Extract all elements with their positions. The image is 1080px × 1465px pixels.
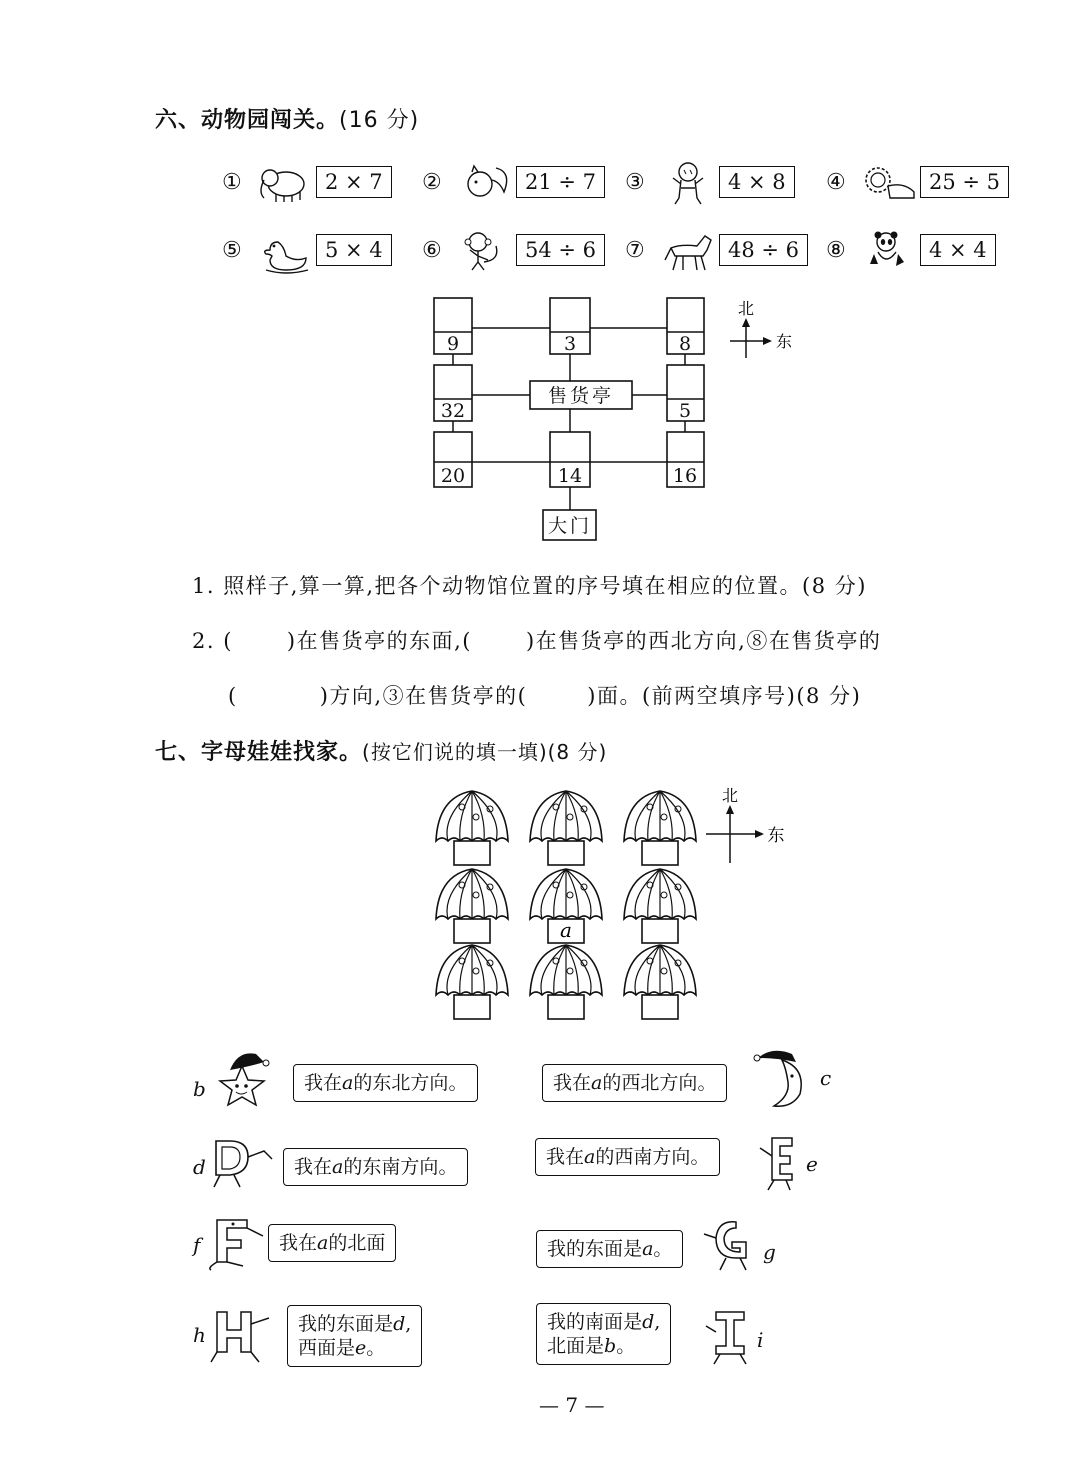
problem-expression: 4 × 8 (719, 166, 795, 198)
letter-c: c (820, 1066, 832, 1090)
problem-item (222, 158, 392, 206)
speech-bubble-e: 我在a的西南方向。 (535, 1138, 720, 1176)
section6-heading (155, 103, 419, 134)
umbrella-house (624, 869, 696, 943)
letter-f-character-icon (203, 1214, 267, 1272)
horse-icon (659, 226, 717, 274)
map-number: 5 (678, 400, 692, 422)
speech-bubble-f: 我在a的北面 (268, 1224, 396, 1262)
section6-title: 六、动物园闯关。 (155, 108, 340, 133)
section7-instruction: (按它们说的填一填)(8 分) (362, 740, 608, 764)
section7-heading (155, 735, 607, 766)
letter-i: i (757, 1328, 764, 1352)
speech-bubble-h: 我的东面是d, 西面是e。 (287, 1305, 422, 1367)
letter-g: g (763, 1240, 776, 1264)
umbrella-house (436, 869, 508, 943)
tiger-icon (659, 158, 717, 206)
monkey-icon (456, 226, 514, 274)
speech-bubble-d: 我在a的东南方向。 (283, 1148, 468, 1186)
problem-number: ② (422, 169, 442, 195)
problem-number: ① (222, 169, 242, 195)
map-number: 14 (557, 465, 583, 487)
problem-item (625, 226, 808, 274)
umbrella-house (624, 791, 696, 865)
question-2-line1: 2. ( )在售货亭的东面,( )在售货亭的西北方向,⑧在售货亭的 (192, 629, 882, 653)
problem-item (625, 158, 795, 206)
map-number: 8 (678, 333, 692, 355)
letter-d-character-icon (208, 1135, 278, 1191)
squirrel-icon (456, 158, 514, 206)
question-1: 1. 照样子,算一算,把各个动物馆位置的序号填在相应的位置。(8 分) (192, 574, 867, 598)
umbrella-house (436, 945, 508, 1019)
moon-with-hat-icon (752, 1046, 818, 1110)
kiosk-label: 售货亭 (547, 385, 615, 407)
letter-e: e (806, 1152, 818, 1176)
duck-icon (256, 226, 314, 274)
letter-h: h (193, 1323, 206, 1347)
compass-east: 东 (767, 826, 785, 846)
problem-number: ⑦ (625, 237, 645, 263)
page-number: — 7 — (539, 1393, 605, 1417)
gate-label: 大门 (547, 515, 593, 537)
center-letter-a: a (560, 918, 572, 942)
speech-bubble-b: 我在a的东北方向。 (293, 1064, 478, 1102)
compass-north: 北 (721, 786, 739, 805)
map-number: 32 (440, 400, 466, 422)
compass-east: 东 (775, 332, 793, 351)
problem-item (422, 226, 605, 274)
problem-number: ⑥ (422, 237, 442, 263)
map-number: 9 (446, 333, 460, 355)
problem-expression: 48 ÷ 6 (719, 234, 808, 266)
lion-icon (860, 158, 918, 206)
umbrella-house (530, 791, 602, 865)
zoo-map (420, 290, 800, 545)
speech-bubble-c: 我在a的西北方向。 (542, 1064, 727, 1102)
section7-title: 七、字母娃娃找家。 (155, 740, 363, 765)
letter-i-character-icon (704, 1306, 756, 1366)
problem-expression: 21 ÷ 7 (516, 166, 605, 198)
problem-expression: 5 × 4 (316, 234, 392, 266)
elephant-icon (256, 158, 314, 206)
star-with-hat-icon (208, 1048, 278, 1108)
problem-expression: 2 × 7 (316, 166, 392, 198)
letter-e-character-icon (752, 1134, 804, 1192)
problem-number: ⑧ (826, 237, 846, 263)
speech-bubble-i: 我的南面是d, 北面是b。 (536, 1303, 671, 1365)
problem-number: ⑤ (222, 237, 242, 263)
question-2-line2: ( )方向,③在售货亭的( )面。(前两空填序号)(8 分) (228, 684, 862, 708)
umbrella-house (530, 945, 602, 1019)
problem-number: ④ (826, 169, 846, 195)
problem-expression: 25 ÷ 5 (920, 166, 1009, 198)
panda-icon (860, 226, 918, 274)
letter-g-character-icon (702, 1214, 760, 1272)
problem-number: ③ (625, 169, 645, 195)
problem-item (222, 226, 392, 274)
compass-north: 北 (737, 299, 755, 318)
problem-item (826, 158, 1009, 206)
map-number: 16 (672, 465, 698, 487)
letter-b: b (193, 1077, 206, 1101)
map-number: 20 (440, 465, 466, 487)
letter-d: d (193, 1155, 206, 1179)
problem-item (422, 158, 605, 206)
letter-h-character-icon (207, 1304, 275, 1364)
section6-score: (16 分) (339, 108, 420, 133)
map-number: 3 (563, 333, 577, 355)
speech-bubble-g: 我的东面是a。 (536, 1230, 683, 1268)
letter-f: f (193, 1233, 201, 1257)
problem-expression: 54 ÷ 6 (516, 234, 605, 266)
umbrella-house (436, 791, 508, 865)
problem-item (826, 226, 996, 274)
problem-expression: 4 × 4 (920, 234, 996, 266)
umbrella-grid (430, 785, 800, 1025)
umbrella-house (624, 945, 696, 1019)
map-compass (730, 299, 792, 358)
